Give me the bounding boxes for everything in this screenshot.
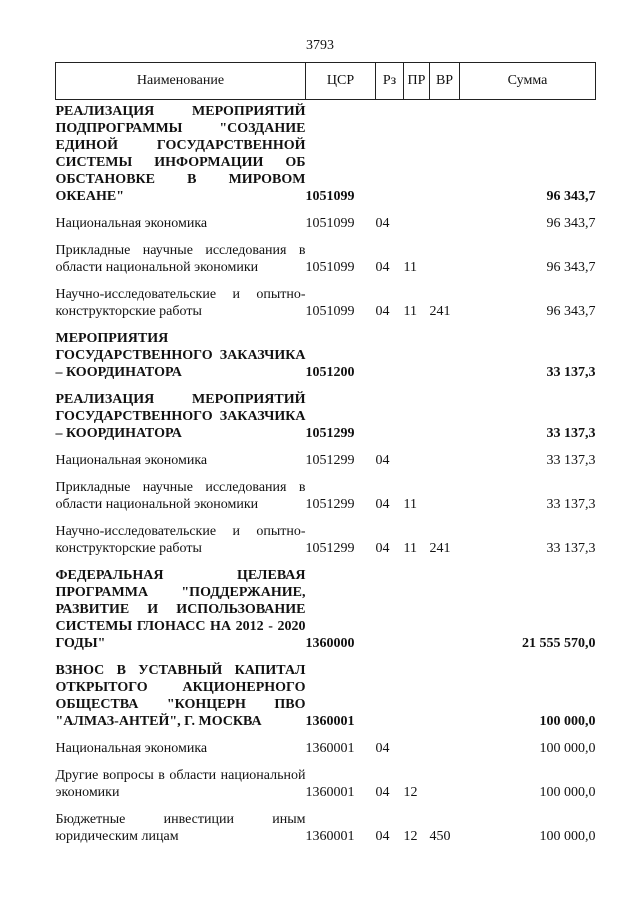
sum-cell: 96 343,7 <box>546 216 596 231</box>
vr-cell <box>430 234 460 278</box>
pr-cell <box>404 559 430 654</box>
table-row <box>56 234 596 278</box>
pr-cell <box>404 207 430 234</box>
rz-cell <box>376 100 404 208</box>
header-csr: ЦСР <box>306 63 376 100</box>
pr-cell <box>404 654 430 732</box>
csr-cell: 1360001 <box>305 829 355 844</box>
rz-cell: 04 <box>375 741 390 756</box>
table-row <box>56 732 596 759</box>
pr-cell <box>404 732 430 759</box>
name-cell: Прикладные научные исследования в области национальной экономики <box>55 480 306 512</box>
csr-cell: 1051099 <box>305 260 355 275</box>
rz-cell: 04 <box>375 260 390 275</box>
vr-cell: 450 <box>429 829 451 844</box>
sum-cell: 33 137,3 <box>546 497 596 512</box>
name-cell: Бюджетные инвестиции иным юридическим лицам <box>55 812 306 844</box>
header-vr: ВР <box>430 63 460 100</box>
pr-cell: 11 <box>403 260 417 275</box>
sum-cell: 33 137,3 <box>546 426 596 441</box>
rz-cell: 04 <box>375 541 390 556</box>
name-cell: ФЕДЕРАЛЬНАЯ ЦЕЛЕВАЯ ПРОГРАММА "ПОДДЕРЖАНИЕ, РАЗВИТИЕ И ИСПОЛЬЗОВАНИЕ СИСТЕМЫ ГЛОНАСС НА 2012 - 2020 ГОДЫ" <box>55 568 306 651</box>
table-row <box>56 515 596 559</box>
pr-cell <box>404 383 430 444</box>
csr-cell: 1360001 <box>305 785 355 800</box>
table-row <box>56 444 596 471</box>
vr-cell: 241 <box>429 541 451 556</box>
header-name: Наименование <box>56 63 306 100</box>
csr-cell: 1360001 <box>305 714 355 729</box>
name-cell: Другие вопросы в области национальной экономики <box>55 768 306 800</box>
name-cell: Научно-исследовательские и опытно-конструкторские работы <box>55 287 306 319</box>
csr-cell: 1051200 <box>305 365 355 380</box>
name-cell: Национальная экономика <box>55 453 208 468</box>
sum-cell: 96 343,7 <box>546 260 596 275</box>
pr-cell <box>404 100 430 208</box>
vr-cell <box>430 322 460 383</box>
name-cell: Национальная экономика <box>55 216 208 231</box>
pr-cell: 12 <box>403 829 418 844</box>
vr-cell <box>430 100 460 208</box>
sum-cell: 100 000,0 <box>539 829 596 844</box>
csr-cell: 1360000 <box>305 636 355 651</box>
rz-cell: 04 <box>375 453 390 468</box>
page-number: 3793 <box>306 38 334 53</box>
pr-cell: 12 <box>403 785 418 800</box>
rz-cell: 04 <box>375 829 390 844</box>
vr-cell <box>430 654 460 732</box>
sum-cell: 33 137,3 <box>546 453 596 468</box>
pr-cell: 11 <box>403 541 417 556</box>
table-row <box>56 100 596 208</box>
name-cell: РЕАЛИЗАЦИЯ МЕРОПРИЯТИЙ ПОДПРОГРАММЫ "СОЗДАНИЕ ЕДИНОЙ ГОСУДАРСТВЕННОЙ СИСТЕМЫ ИНФОРМАЦИИ ОБ ОБСТАНОВКЕ В МИРОВОМ ОКЕАНЕ" <box>55 104 306 204</box>
rz-cell <box>376 383 404 444</box>
table-row <box>56 471 596 515</box>
sum-cell: 100 000,0 <box>539 785 596 800</box>
table-row <box>56 803 596 847</box>
rz-cell: 04 <box>375 216 390 231</box>
name-cell: РЕАЛИЗАЦИЯ МЕРОПРИЯТИЙ ГОСУДАРСТВЕННОГО ЗАКАЗЧИКА – КООРДИНАТОРА <box>55 392 306 441</box>
pr-cell <box>404 322 430 383</box>
rz-cell: 04 <box>375 497 390 512</box>
header-pr: ПР <box>404 63 430 100</box>
csr-cell: 1051099 <box>305 189 355 204</box>
csr-cell: 1051299 <box>305 426 355 441</box>
table-row <box>56 759 596 803</box>
budget-table <box>55 62 596 847</box>
sum-cell: 96 343,7 <box>546 189 596 204</box>
pr-cell: 11 <box>403 497 417 512</box>
table-row <box>56 207 596 234</box>
table-row <box>56 654 596 732</box>
name-cell: ВЗНОС В УСТАВНЫЙ КАПИТАЛ ОТКРЫТОГО АКЦИОНЕРНОГО ОБЩЕСТВА "КОНЦЕРН ПВО "АЛМАЗ-АНТЕЙ", Г. МОСКВА <box>55 663 306 729</box>
header-rz: Рз <box>376 63 404 100</box>
name-cell: МЕРОПРИЯТИЯ ГОСУДАРСТВЕННОГО ЗАКАЗЧИКА – КООРДИНАТОРА <box>55 331 306 380</box>
vr-cell <box>430 383 460 444</box>
table-row <box>56 322 596 383</box>
table-row <box>56 559 596 654</box>
vr-cell <box>430 759 460 803</box>
name-cell: Национальная экономика <box>55 741 208 756</box>
vr-cell: 241 <box>429 304 451 319</box>
sum-cell: 33 137,3 <box>546 365 596 380</box>
name-cell: Прикладные научные исследования в области национальной экономики <box>55 243 306 275</box>
csr-cell: 1051099 <box>305 216 355 231</box>
rz-cell <box>376 559 404 654</box>
csr-cell: 1051099 <box>305 304 355 319</box>
table-header <box>56 63 596 100</box>
rz-cell <box>376 322 404 383</box>
vr-cell <box>430 559 460 654</box>
pr-cell: 11 <box>403 304 417 319</box>
table-body <box>56 100 596 848</box>
csr-cell: 1051299 <box>305 541 355 556</box>
table-row <box>56 278 596 322</box>
rz-cell <box>376 654 404 732</box>
header-sum: Сумма <box>460 63 596 100</box>
rz-cell: 04 <box>375 304 390 319</box>
vr-cell <box>430 732 460 759</box>
sum-cell: 100 000,0 <box>539 714 596 729</box>
name-cell: Научно-исследовательские и опытно-конструкторские работы <box>55 524 306 556</box>
csr-cell: 1360001 <box>305 741 355 756</box>
vr-cell <box>430 207 460 234</box>
sum-cell: 33 137,3 <box>546 541 596 556</box>
pr-cell <box>404 444 430 471</box>
csr-cell: 1051299 <box>305 453 355 468</box>
vr-cell <box>430 444 460 471</box>
vr-cell <box>430 471 460 515</box>
csr-cell: 1051299 <box>305 497 355 512</box>
sum-cell: 21 555 570,0 <box>522 636 596 651</box>
rz-cell: 04 <box>375 785 390 800</box>
sum-cell: 100 000,0 <box>539 741 596 756</box>
sum-cell: 96 343,7 <box>546 304 596 319</box>
table-row <box>56 383 596 444</box>
